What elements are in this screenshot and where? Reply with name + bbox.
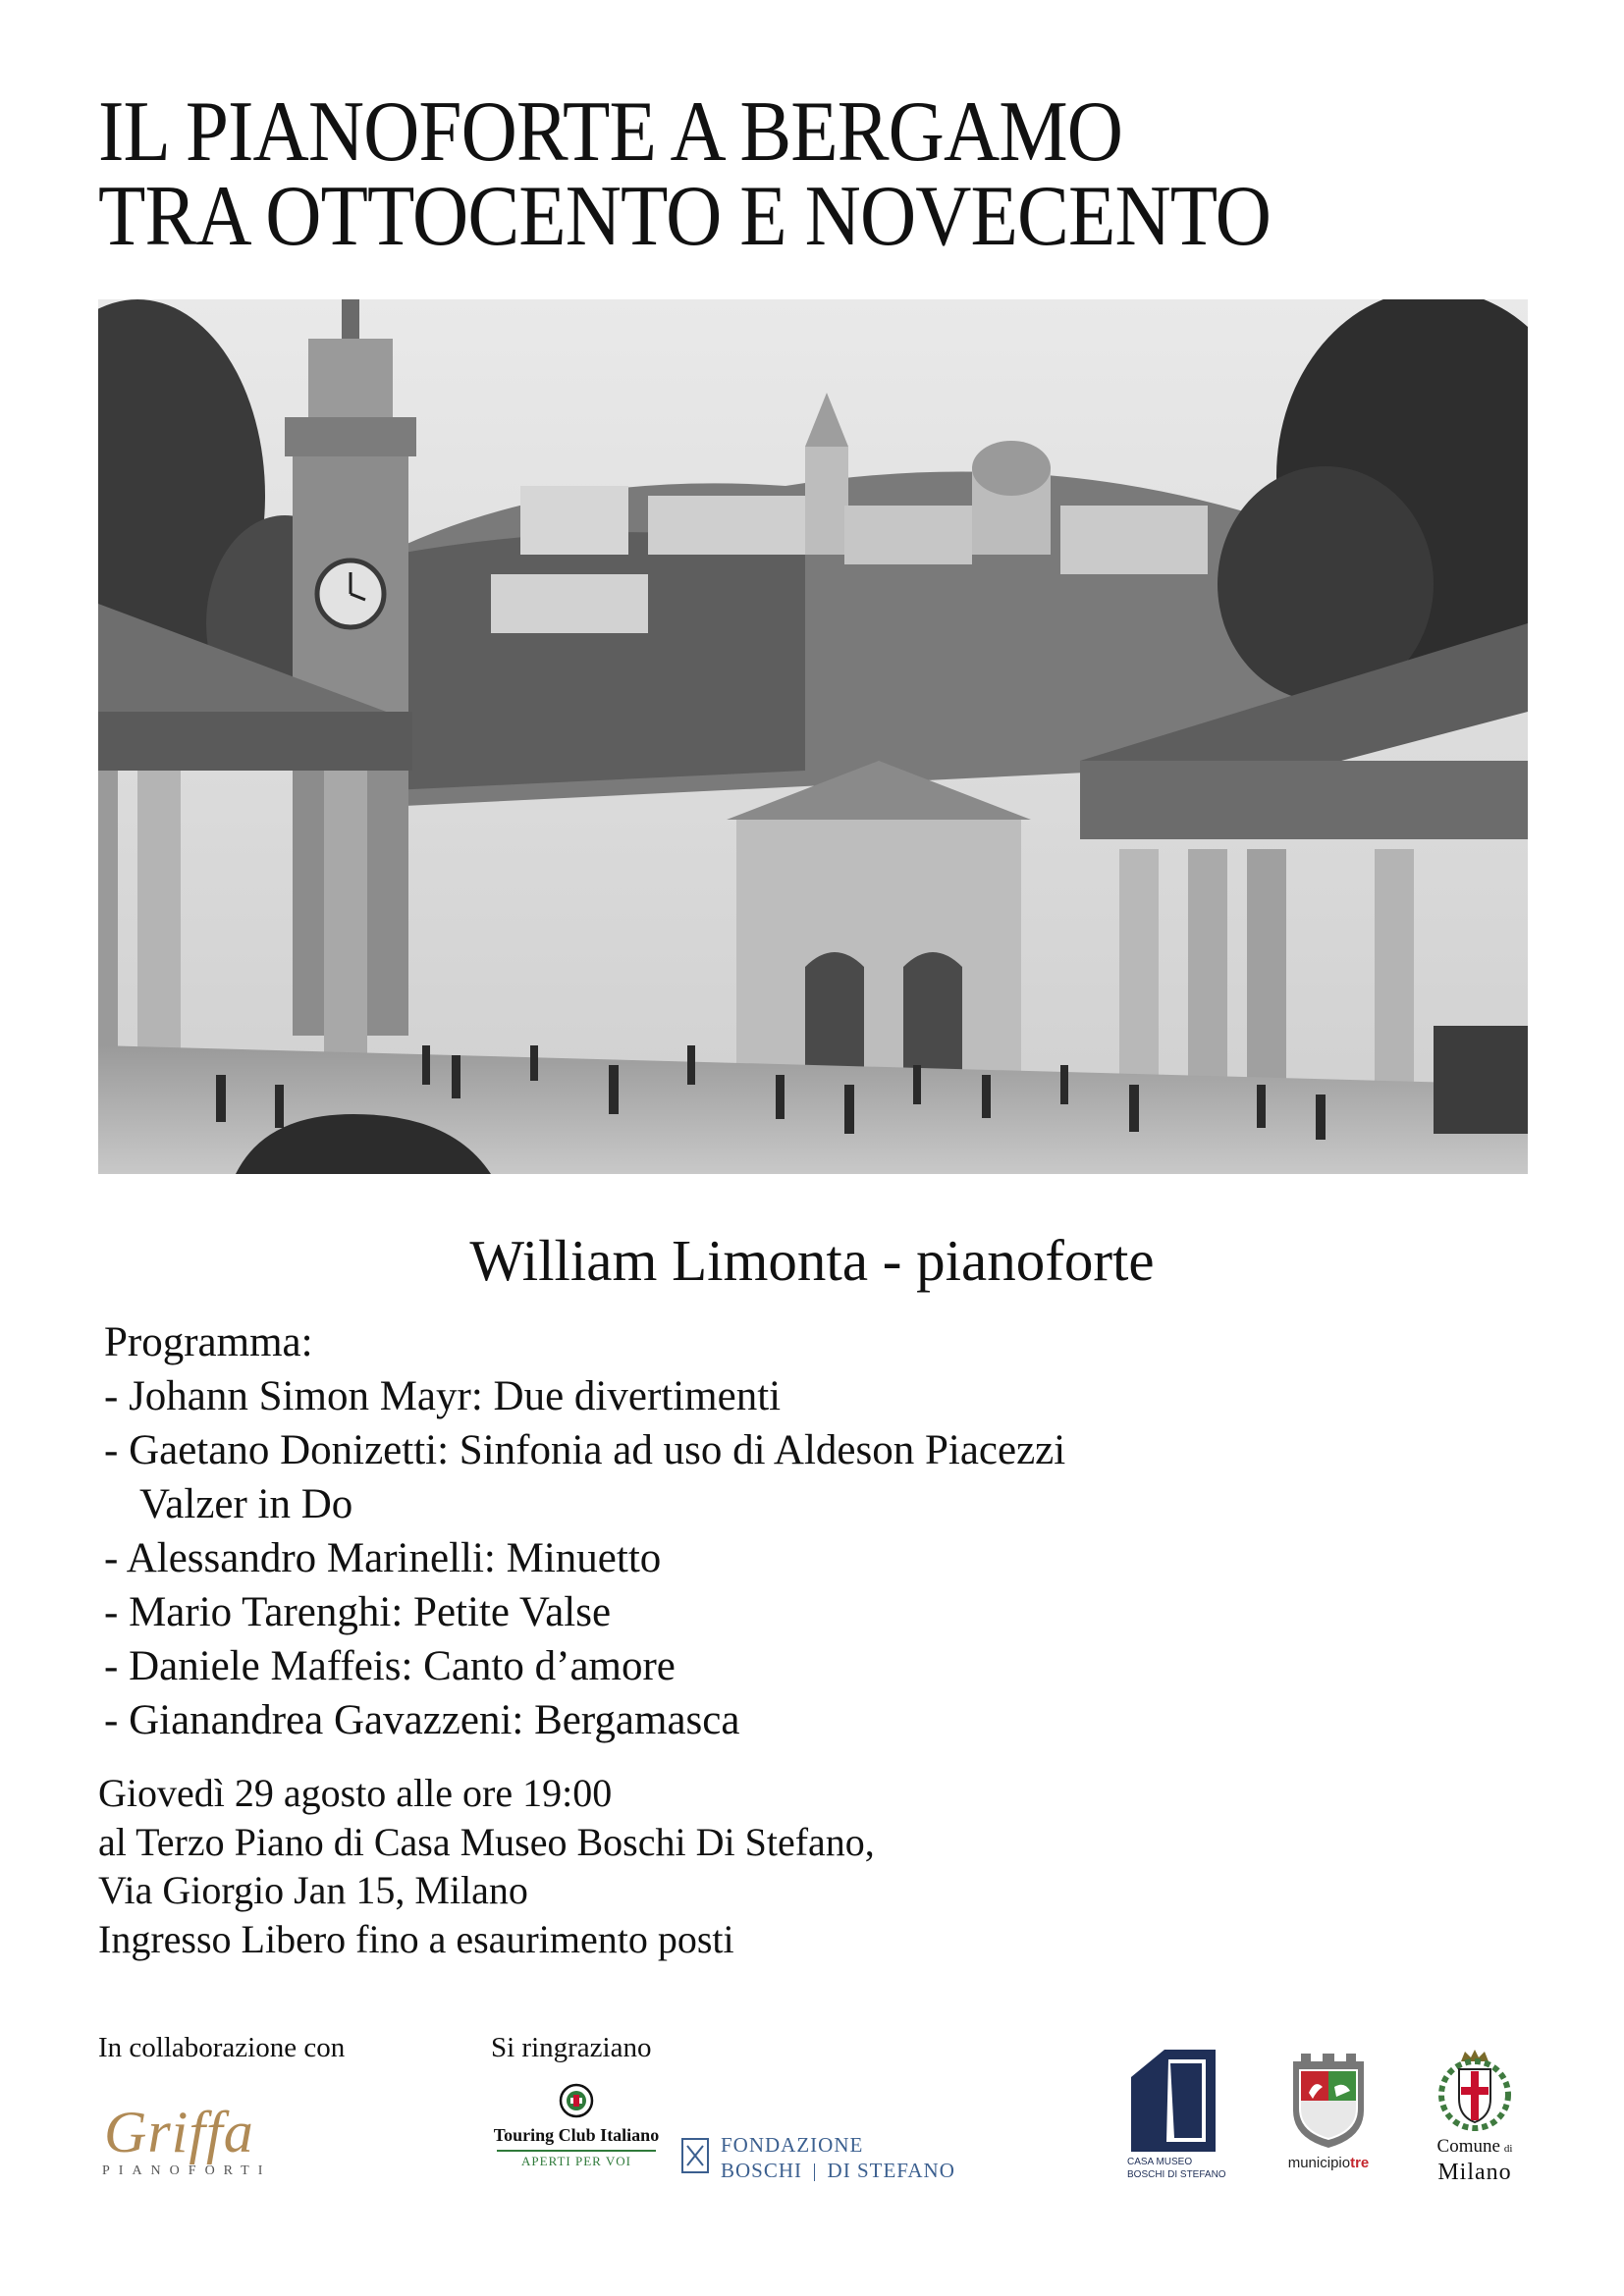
touring-emblem-icon [559,2083,594,2118]
comune-word: Comune [1436,2136,1500,2157]
casa-museo-line-1: CASA MUSEO [1127,2157,1193,2167]
program-item: - Gaetano Donizetti: Sinfonia ad uso di Aldeson Piacezzi [104,1427,1066,1473]
program-item: - Alessandro Marinelli: Minuetto [104,1535,662,1581]
fondazione-line-2: BOSCHI [721,2159,803,2182]
thanks-label: Si ringraziano [491,2032,652,2063]
griffa-subtitle: PIANOFORTI [102,2163,272,2178]
comune-crest-icon [1435,2048,1514,2134]
municipio-shield-icon [1287,2054,1370,2148]
fondazione-separator [814,2163,815,2181]
municipio-tre-logo [1274,2054,1382,2191]
title-line-2: TRA OTTOCENTO E NOVECENTO [98,169,1272,264]
program-item: Valzer in Do [139,1481,353,1527]
performer: William Limonta - pianoforte [469,1228,1155,1293]
program-section [104,1315,1065,1747]
casa-museo-logo [1127,2050,1226,2187]
fondazione-line-3: DI STEFANO [827,2159,955,2182]
fondazione-line-1: FONDAZIONE [721,2133,864,2157]
fondazione-logo [681,2132,966,2191]
program-item: - Gianandrea Gavazzeni: Bergamasca [104,1697,740,1743]
event-address: Via Giorgio Jan 15, Milano [98,1868,528,1912]
event-date-time: Giovedì 29 agosto alle ore 19:00 [98,1771,613,1815]
griffa-logo [98,2101,295,2199]
poster-title [98,84,1272,264]
collaboration-label: In collaborazione con [98,2032,346,2063]
program-heading: Programma: [104,1319,313,1365]
touring-club-logo [489,2083,664,2191]
comune-di: di [1503,2143,1513,2155]
griffa-wordmark: Griffa [104,2100,254,2164]
program-item: - Johann Simon Mayr: Due divertimenti [104,1373,782,1419]
municipio-word: municipio [1287,2155,1351,2171]
casa-museo-mark-icon [1131,2050,1216,2152]
event-admission: Ingresso Libero fino a esaurimento posti [98,1916,734,1961]
touring-tagline: APERTI PER VOI [521,2154,631,2168]
program-item: - Mario Tarenghi: Petite Valse [104,1589,612,1635]
comune-milano-logo [1426,2048,1524,2195]
title-line-1: IL PIANOFORTE A BERGAMO [98,84,1123,180]
comune-city: Milano [1437,2160,1512,2185]
program-item: - Daniele Maffeis: Canto d’amore [104,1643,676,1689]
fondazione-mark-icon [681,2138,709,2173]
touring-name: Touring Club Italiano [493,2125,660,2145]
municipio-number: tre [1350,2155,1370,2171]
casa-museo-line-2: BOSCHI DI STEFANO [1127,2169,1226,2180]
historic-photo-bergamo [98,299,1528,1174]
event-venue: al Terzo Piano di Casa Museo Boschi Di Stefano, [98,1819,875,1864]
event-details [98,1769,875,1963]
